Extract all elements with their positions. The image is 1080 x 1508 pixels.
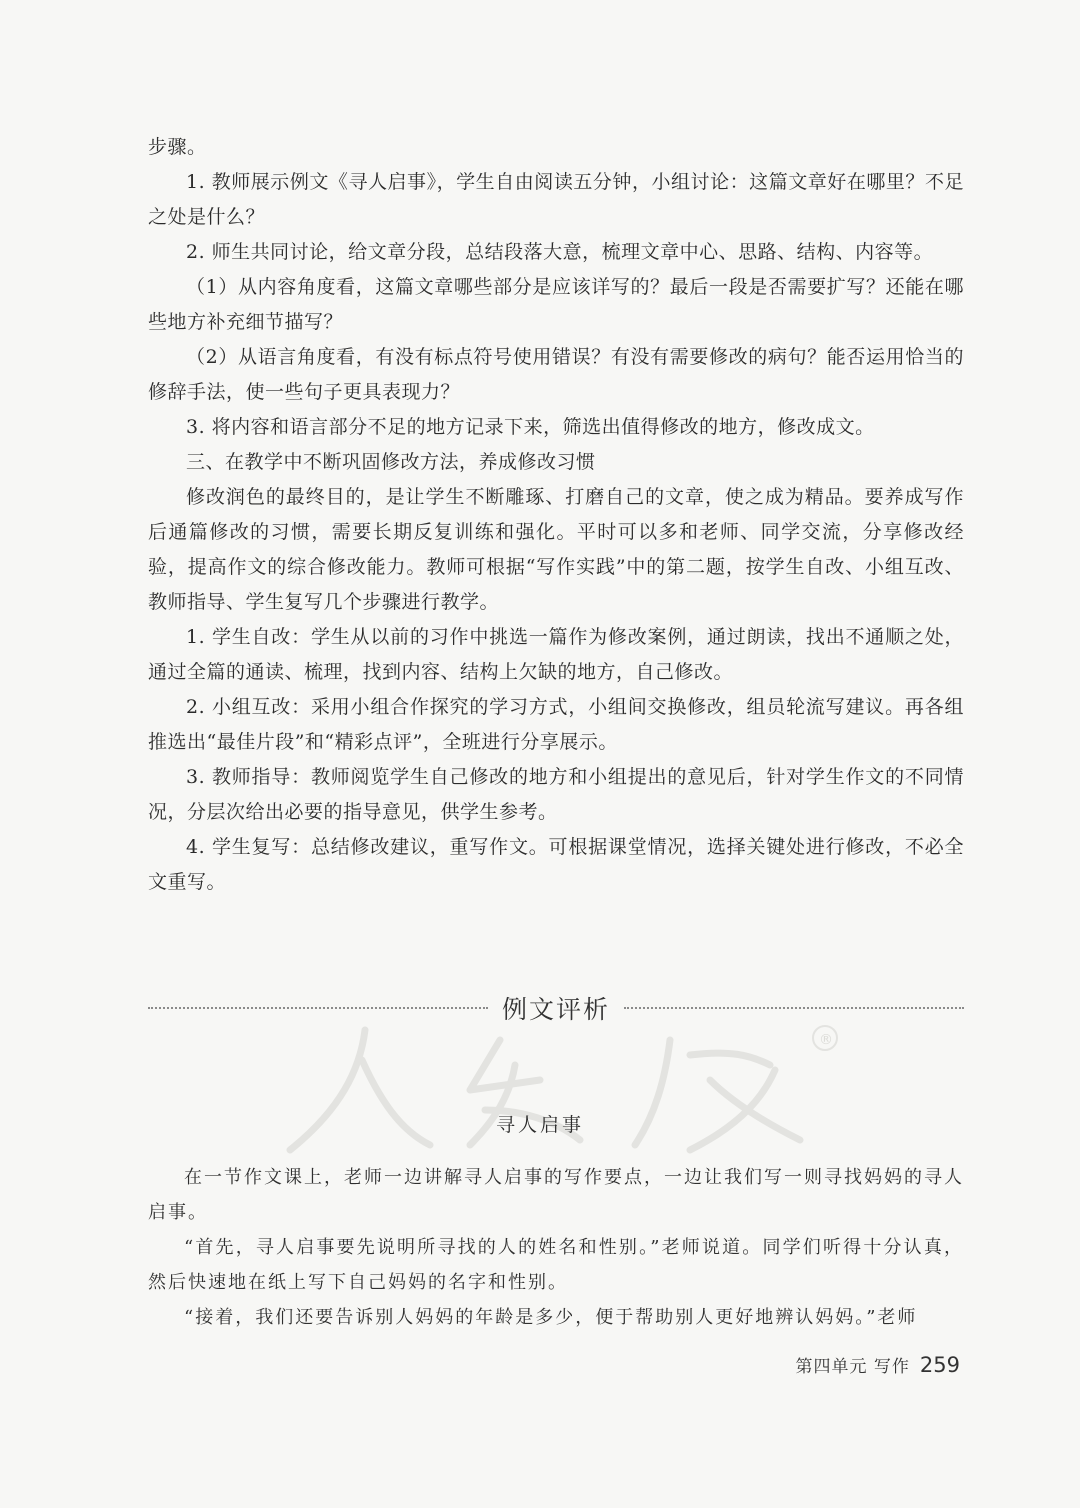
watermark-mark: ® bbox=[819, 1032, 833, 1048]
example-title: 寻人启事 bbox=[495, 1114, 584, 1136]
example-paragraph: 在一节作文课上，老师一边讲解寻人启事的写作要点，一边让我们写一则寻找妈妈的寻人启事。 bbox=[148, 1167, 964, 1223]
body-paragraph: 步骤。 bbox=[148, 136, 207, 158]
unit-label: 第四单元 写作 bbox=[795, 1357, 910, 1377]
page-footer bbox=[796, 1352, 961, 1377]
dotted-rule-right bbox=[624, 1007, 964, 1009]
body-paragraph: 1. 教师展示例文《寻人启事》，学生自由阅读五分钟，小组讨论：这篇文章好在哪里？不足之处是什么？ bbox=[148, 171, 964, 228]
body-paragraph: （2）从语言角度看，有没有标点符号使用错误？有没有需要修改的病句？能否运用恰当的修辞手法，使一些句子更具表现力？ bbox=[148, 346, 964, 403]
body-paragraph: 4. 学生复写：总结修改建议，重写作文。可根据课堂情况，选择关键处进行修改，不必全文重写。 bbox=[148, 836, 964, 893]
example-text bbox=[148, 1160, 964, 1335]
publisher-watermark bbox=[270, 1010, 870, 1160]
body-paragraph: 3. 将内容和语言部分不足的地方记录下来，筛选出值得修改的地方，修改成文。 bbox=[186, 416, 875, 438]
body-paragraph: 3. 教师指导：教师阅览学生自己修改的地方和小组提出的意见后，针对学生作文的不同情况，分层次给出必要的指导意见，供学生参考。 bbox=[148, 766, 964, 823]
page-number: 259 bbox=[919, 1353, 960, 1377]
body-paragraph: 修改润色的最终目的，是让学生不断雕琢、打磨自己的文章，使之成为精品。要养成写作后通篇修改的习惯，需要长期反复训练和强化。平时可以多和老师、同学交流，分享修改经验，提高作文的综合修改能力。教师可根据“写作实践”中的第二题，按学生自改、小组互改、教师指导、学生复写几个步骤进行教学。 bbox=[148, 486, 964, 613]
example-paragraph: “首先，寻人启事要先说明所寻找的人的姓名和性别。”老师说道。同学们听得十分认真，然后快速地在纸上写下自己妈妈的名字和性别。 bbox=[148, 1237, 964, 1293]
body-paragraph: 1. 学生自改：学生从以前的习作中挑选一篇作为修改案例，通过朗读，找出不通顺之处，通过全篇的通读、梳理，找到内容、结构上欠缺的地方，自己修改。 bbox=[148, 626, 964, 683]
dotted-rule-left bbox=[148, 1007, 488, 1009]
section-subheading: 三、在教学中不断巩固修改方法，养成修改习惯 bbox=[186, 451, 596, 473]
section-title: 例文评析 bbox=[502, 995, 611, 1024]
example-paragraph: “接着，我们还要告诉别人妈妈的年龄是多少，便于帮助别人更好地辨认妈妈。”老师 bbox=[184, 1307, 918, 1328]
body-paragraph: 2. 小组互改：采用小组合作探究的学习方式，小组间交换修改，组员轮流写建议。再各组推选出“最佳片段”和“精彩点评”，全班进行分享展示。 bbox=[148, 696, 964, 753]
body-paragraph: （1）从内容角度看，这篇文章哪些部分是应该详写的？最后一段是否需要扩写？还能在哪些地方补充细节描写？ bbox=[148, 276, 964, 333]
body-paragraph: 2. 师生共同讨论，给文章分段，总结段落大意，梳理文章中心、思路、结构、内容等。 bbox=[186, 241, 934, 263]
body-text bbox=[148, 130, 964, 900]
section-header bbox=[148, 988, 964, 1028]
